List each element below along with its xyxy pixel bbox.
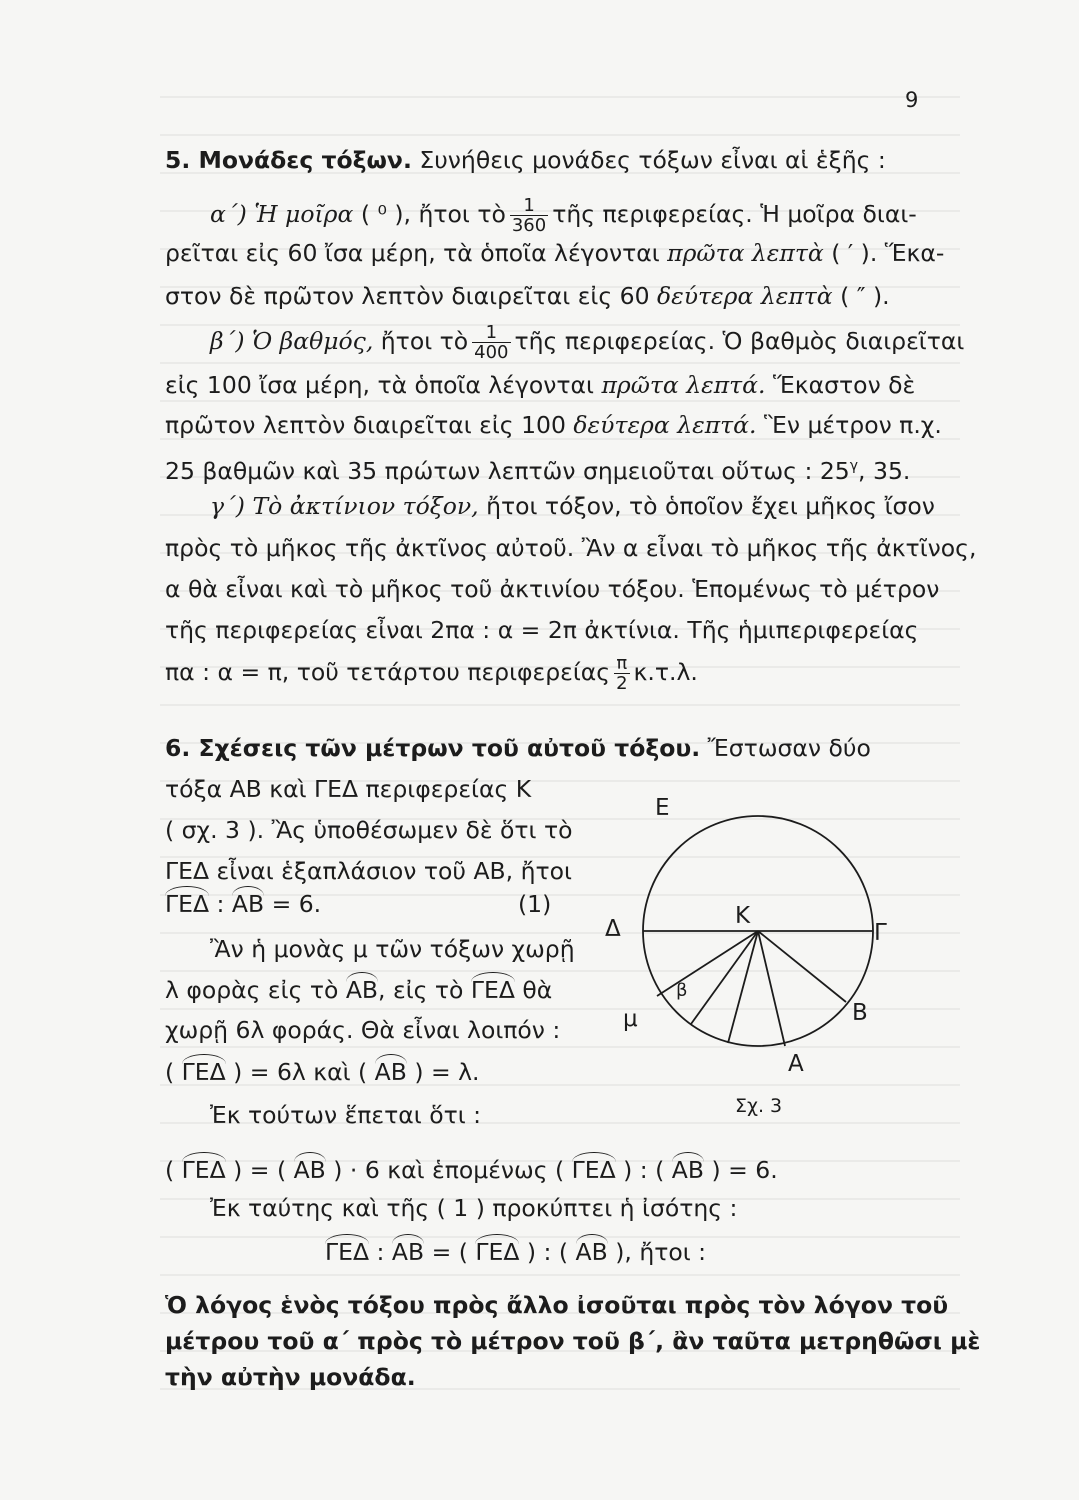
term-vathmos: Ὁ βαθμός, bbox=[251, 327, 374, 355]
item-a-line1: α΄) Ἡ μοῖρα ( ⁰ ), ἤτοι τὸ $\frac{1}{360}$ τῆς περιφερείας. Ἡ μοῖρα διαι- bbox=[210, 195, 917, 236]
item-b-line1: β΄) Ὁ βαθμός, ἤτοι τὸ $\frac{1}{400}$ τῆς περιφερείας. Ὁ βαθμὸς διαιρεῖται bbox=[210, 322, 965, 363]
section5-intro: Συνήθεις μονάδες τόξων εἶναι αἱ ἑξῆς : bbox=[419, 146, 886, 174]
item-a-line3: στον δὲ πρῶτον λεπτὸν διαιρεῖται εἰς 60 δεύτερα λεπτὰ ( ″ ). bbox=[165, 282, 890, 310]
section5-heading: 5. Μονάδες τόξων. bbox=[165, 146, 412, 174]
radius-KA bbox=[758, 931, 785, 1046]
section6-line6: Ἂν ἡ μονὰς μ τῶν τόξων χωρῇ bbox=[210, 935, 575, 963]
section6-line7: λ φορὰς εἰς τὸ ΑΒ, εἰς τὸ ΓΕΔ θὰ bbox=[165, 976, 553, 1004]
section6-heading: 6. Σχέσεις τῶν μέτρων τοῦ αὐτοῦ τόξου. bbox=[165, 734, 701, 762]
section6-line3: ( σχ. 3 ). Ἂς ὑποθέσωμεν δὲ ὅτι τὸ bbox=[165, 816, 573, 844]
page-number: 9 bbox=[905, 88, 919, 112]
section6-line2: τόξα ΑΒ καὶ ΓΕΔ περιφερείας Κ bbox=[165, 775, 532, 803]
radius-KB bbox=[758, 931, 846, 1002]
conclusion-line2: μέτρου τοῦ α΄ πρὸς τὸ μέτρον τοῦ β΄, ἂν ταῦτα μετρηθῶσι μὲ bbox=[165, 1327, 981, 1355]
section6-line9: ( ΓΕΔ ) = 6λ καὶ ( ΑΒ ) = λ. bbox=[165, 1058, 480, 1086]
item-c-line1: γ΄) Τὸ ἀκτίνιον τόξον, ἤτοι τόξον, τὸ ὁποῖον ἔχει μῆκος ἴσον bbox=[210, 492, 935, 520]
label-D: Δ bbox=[605, 916, 621, 942]
circle-diagram-svg bbox=[600, 790, 910, 1130]
figure-caption: Σχ. 3 bbox=[735, 1095, 783, 1117]
conclusion-line3: τὴν αὐτὴν μονάδα. bbox=[165, 1363, 416, 1391]
section5-first-line bbox=[165, 145, 886, 175]
item-c-line4: τῆς περιφερείας εἶναι 2πα : α = 2π ἀκτίνια. Τῆς ἡμιπεριφερείας bbox=[165, 616, 919, 644]
item-c-line2: πρὸς τὸ μῆκος τῆς ἀκτῖνος αὐτοῦ. Ἂν α εἶναι τὸ μῆκος τῆς ἀκτῖνος, bbox=[165, 534, 977, 562]
section6-line11: ( ΓΕΔ ) = ( ΑΒ ) · 6 καὶ ἑπομένως ( ΓΕΔ ) : ( ΑΒ ) = 6. bbox=[165, 1156, 778, 1184]
section6-equation-2: ΓΕΔ : ΑΒ = ( ΓΕΔ ) : ( ΑΒ ), ἤτοι : bbox=[325, 1238, 707, 1266]
fraction-1-400: $\frac{1}{400}$ bbox=[474, 322, 509, 363]
fraction-pi-2: $\frac{\pi}{2}$ bbox=[616, 653, 628, 694]
section6-first-line: 6. Σχέσεις τῶν μέτρων τοῦ αὐτοῦ τόξου. Ἔστωσαν δύο bbox=[165, 734, 871, 762]
item-c-line5: πα : α = π, τοῦ τετάρτου περιφερείας $\frac{\pi}{2}$ κ.τ.λ. bbox=[165, 653, 698, 694]
label-mu: μ bbox=[623, 1006, 638, 1032]
figure-3-circle-diagram bbox=[600, 790, 910, 1130]
label-E: Ε bbox=[655, 795, 670, 821]
equation-1-number: (1) bbox=[518, 890, 552, 918]
item-a-line2: ρεῖται εἰς 60 ἴσα μέρη, τὰ ὁποῖα λέγονται πρῶτα λεπτὰ ( ′ ). Ἕκα- bbox=[165, 239, 945, 267]
radius-K2 bbox=[691, 931, 758, 1024]
label-B: Β bbox=[852, 1000, 868, 1026]
term-moira: Ἡ μοῖρα bbox=[254, 200, 354, 228]
equation-1: ΓΕΔ : ΑΒ = 6. bbox=[165, 890, 322, 918]
label-K: Κ bbox=[735, 903, 751, 929]
item-c-line3: α θὰ εἶναι καὶ τὸ μῆκος τοῦ ἀκτινίου τόξου. Ἑπομένως τὸ μέτρον bbox=[165, 575, 940, 603]
item-b-line2: εἰς 100 ἴσα μέρη, τὰ ὁποῖα λέγονται πρῶτα λεπτά. Ἕκαστον δὲ bbox=[165, 371, 916, 399]
term-aktinion: Τὸ ἀκτίνιον τόξον, bbox=[252, 492, 479, 520]
item-b-line3: πρῶτον λεπτὸν διαιρεῖται εἰς 100 δεύτερα λεπτά. Ἓν μέτρον π.χ. bbox=[165, 411, 942, 439]
section6-line12: Ἐκ ταύτης καὶ τῆς ( 1 ) προκύπτει ἡ ἰσότης : bbox=[210, 1194, 738, 1222]
section6-line4: ΓΕΔ εἶναι ἑξαπλάσιον τοῦ ΑΒ, ἤτοι bbox=[165, 857, 572, 885]
section6-line10: Ἐκ τούτων ἕπεται ὅτι : bbox=[210, 1101, 482, 1129]
label-A: Α bbox=[788, 1051, 804, 1077]
label-beta: β bbox=[676, 980, 688, 1001]
label-G: Γ bbox=[874, 920, 887, 946]
item-b-line4: 25 βαθμῶν καὶ 35 πρώτων λεπτῶν σημειοῦται οὕτως : $25^\gamma$, 35. bbox=[165, 456, 911, 485]
fraction-1-360: $\frac{1}{360}$ bbox=[511, 195, 547, 236]
section6-line8: χωρῇ 6λ φοράς. Θὰ εἶναι λοιπόν : bbox=[165, 1016, 561, 1044]
conclusion-line1: Ὁ λόγος ἑνὸς τόξου πρὸς ἄλλο ἰσοῦται πρὸς τὸν λόγον τοῦ bbox=[165, 1291, 949, 1319]
